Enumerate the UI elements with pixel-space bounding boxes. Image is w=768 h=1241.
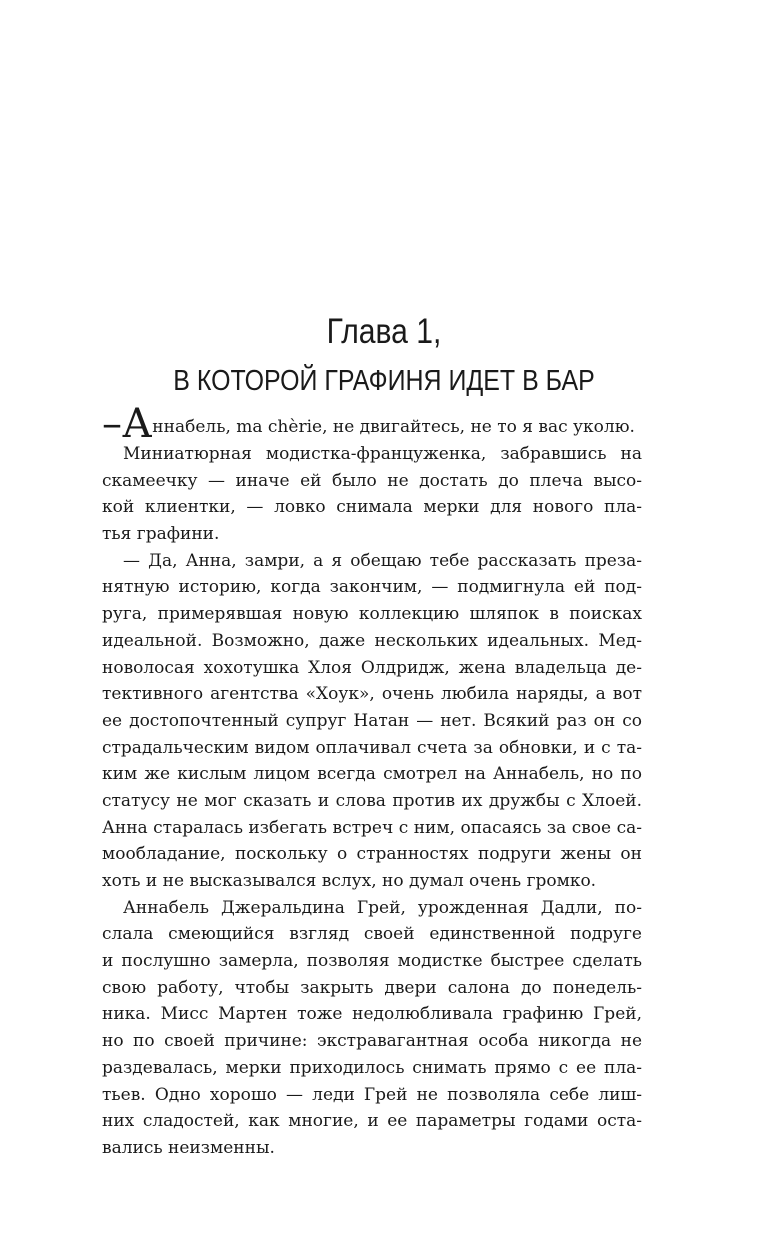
text-line: Миниатюрная модистка-француженка, забравшись на xyxy=(123,444,642,464)
text-line: Аннабель Джеральдина Грей, урожденная Дадли, по- xyxy=(123,897,642,918)
text-line: скамеечку — иначе ей было не достать до плеча высо- xyxy=(102,470,642,491)
text-line: хоть и не высказывался вслух, но думал очень громко. xyxy=(102,871,597,891)
chapter-number: Глава 1, xyxy=(326,312,442,351)
text-line: и послушно замерла, позволяя модистке быстрее сделать xyxy=(102,951,642,972)
text-line: нятную историю, когда закончим, — подмигнула ей под- xyxy=(102,577,642,598)
text-line: вались неизменны. xyxy=(102,1137,275,1158)
text-line: но по своей причине: экстравагантная особа никогда не xyxy=(102,1031,642,1052)
text-line: новолосая хохотушка Хлоя Олдридж, жена владельца де- xyxy=(102,657,642,678)
text-line: страдальческим видом оплачивал счета за обновки, и с та- xyxy=(102,737,642,758)
text-line: ника. Мисс Мартен тоже недолюбливала графиню Грей, xyxy=(102,1004,642,1025)
text-line: руга, примерявшая новую коллекцию шляпок в поисках xyxy=(102,604,642,625)
opening-dash: – xyxy=(102,401,122,447)
text-line: ким же кислым лицом всегда смотрел на Аннабель, но по xyxy=(102,764,642,785)
text-line: тьев. Одно хорошо — леди Грей не позволяла себе лиш- xyxy=(102,1084,642,1105)
text-line: слала смеющийся взгляд своей единственной подруге xyxy=(102,924,642,945)
body-text xyxy=(102,444,642,1165)
chapter-title: В КОТОРОЙ ГРАФИНЯ ИДЕТ В БАР xyxy=(173,365,595,397)
opening-line xyxy=(102,401,642,447)
text-line: — Да, Анна, замри, а я обещаю тебе рассказать преза- xyxy=(123,550,642,571)
text-line: кой клиентки, — ловко снимала мерки для нового пла- xyxy=(102,497,642,518)
text-line: статусу не мог сказать и слова против их дружбы с Хлоей. xyxy=(102,790,642,811)
text-line: идеальной. Возможно, даже нескольких идеальных. Мед- xyxy=(102,630,642,651)
text-line: свою работу, чтобы закрыть двери салона до понедель- xyxy=(102,977,642,998)
text-line: мообладание, поскольку о странностях подруги жены он xyxy=(102,844,642,865)
text-line: тективного агентства «Хоук», очень любила наряды, а вот xyxy=(102,684,642,705)
text-line: них сладостей, как многие, и ее параметры годами оста- xyxy=(102,1111,642,1132)
text-line: Анна старалась избегать встреч с ним, опасаясь за свое са- xyxy=(102,817,642,838)
drop-cap-letter: А xyxy=(122,401,153,447)
text-line: ее достопочтенный супруг Натан — нет. Всякий раз он со xyxy=(102,710,642,731)
opening-line-text: ннабель, ma chèrie, не двигайтесь, не то я вас уколю. xyxy=(152,417,635,438)
text-line: тья графини. xyxy=(102,524,220,545)
text-line: раздевалась, мерки приходилось снимать прямо с ее пла- xyxy=(102,1057,642,1078)
